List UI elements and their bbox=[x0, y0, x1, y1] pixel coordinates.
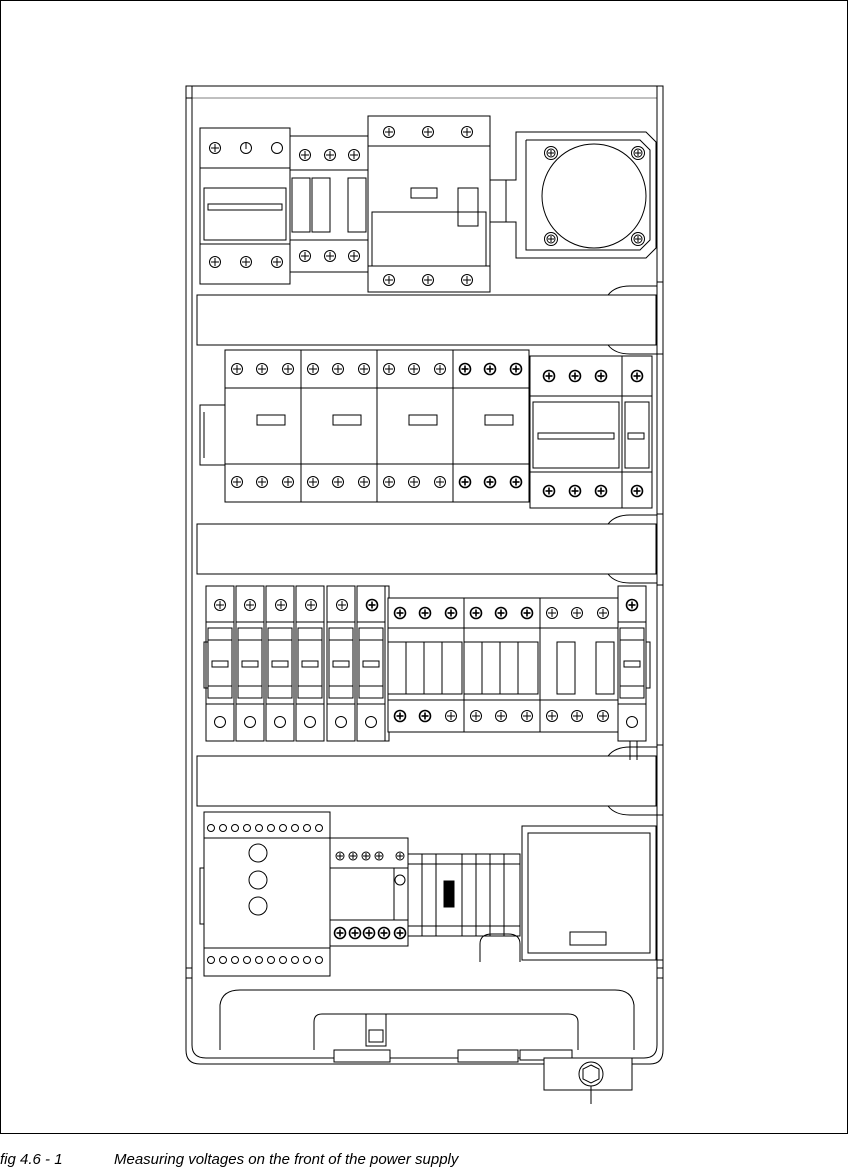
figure-caption-text: Measuring voltages on the front of the power supply bbox=[114, 1151, 459, 1168]
figure-number: fig 4.6 - 1 bbox=[0, 1151, 63, 1168]
figure-caption bbox=[0, 1151, 851, 1171]
